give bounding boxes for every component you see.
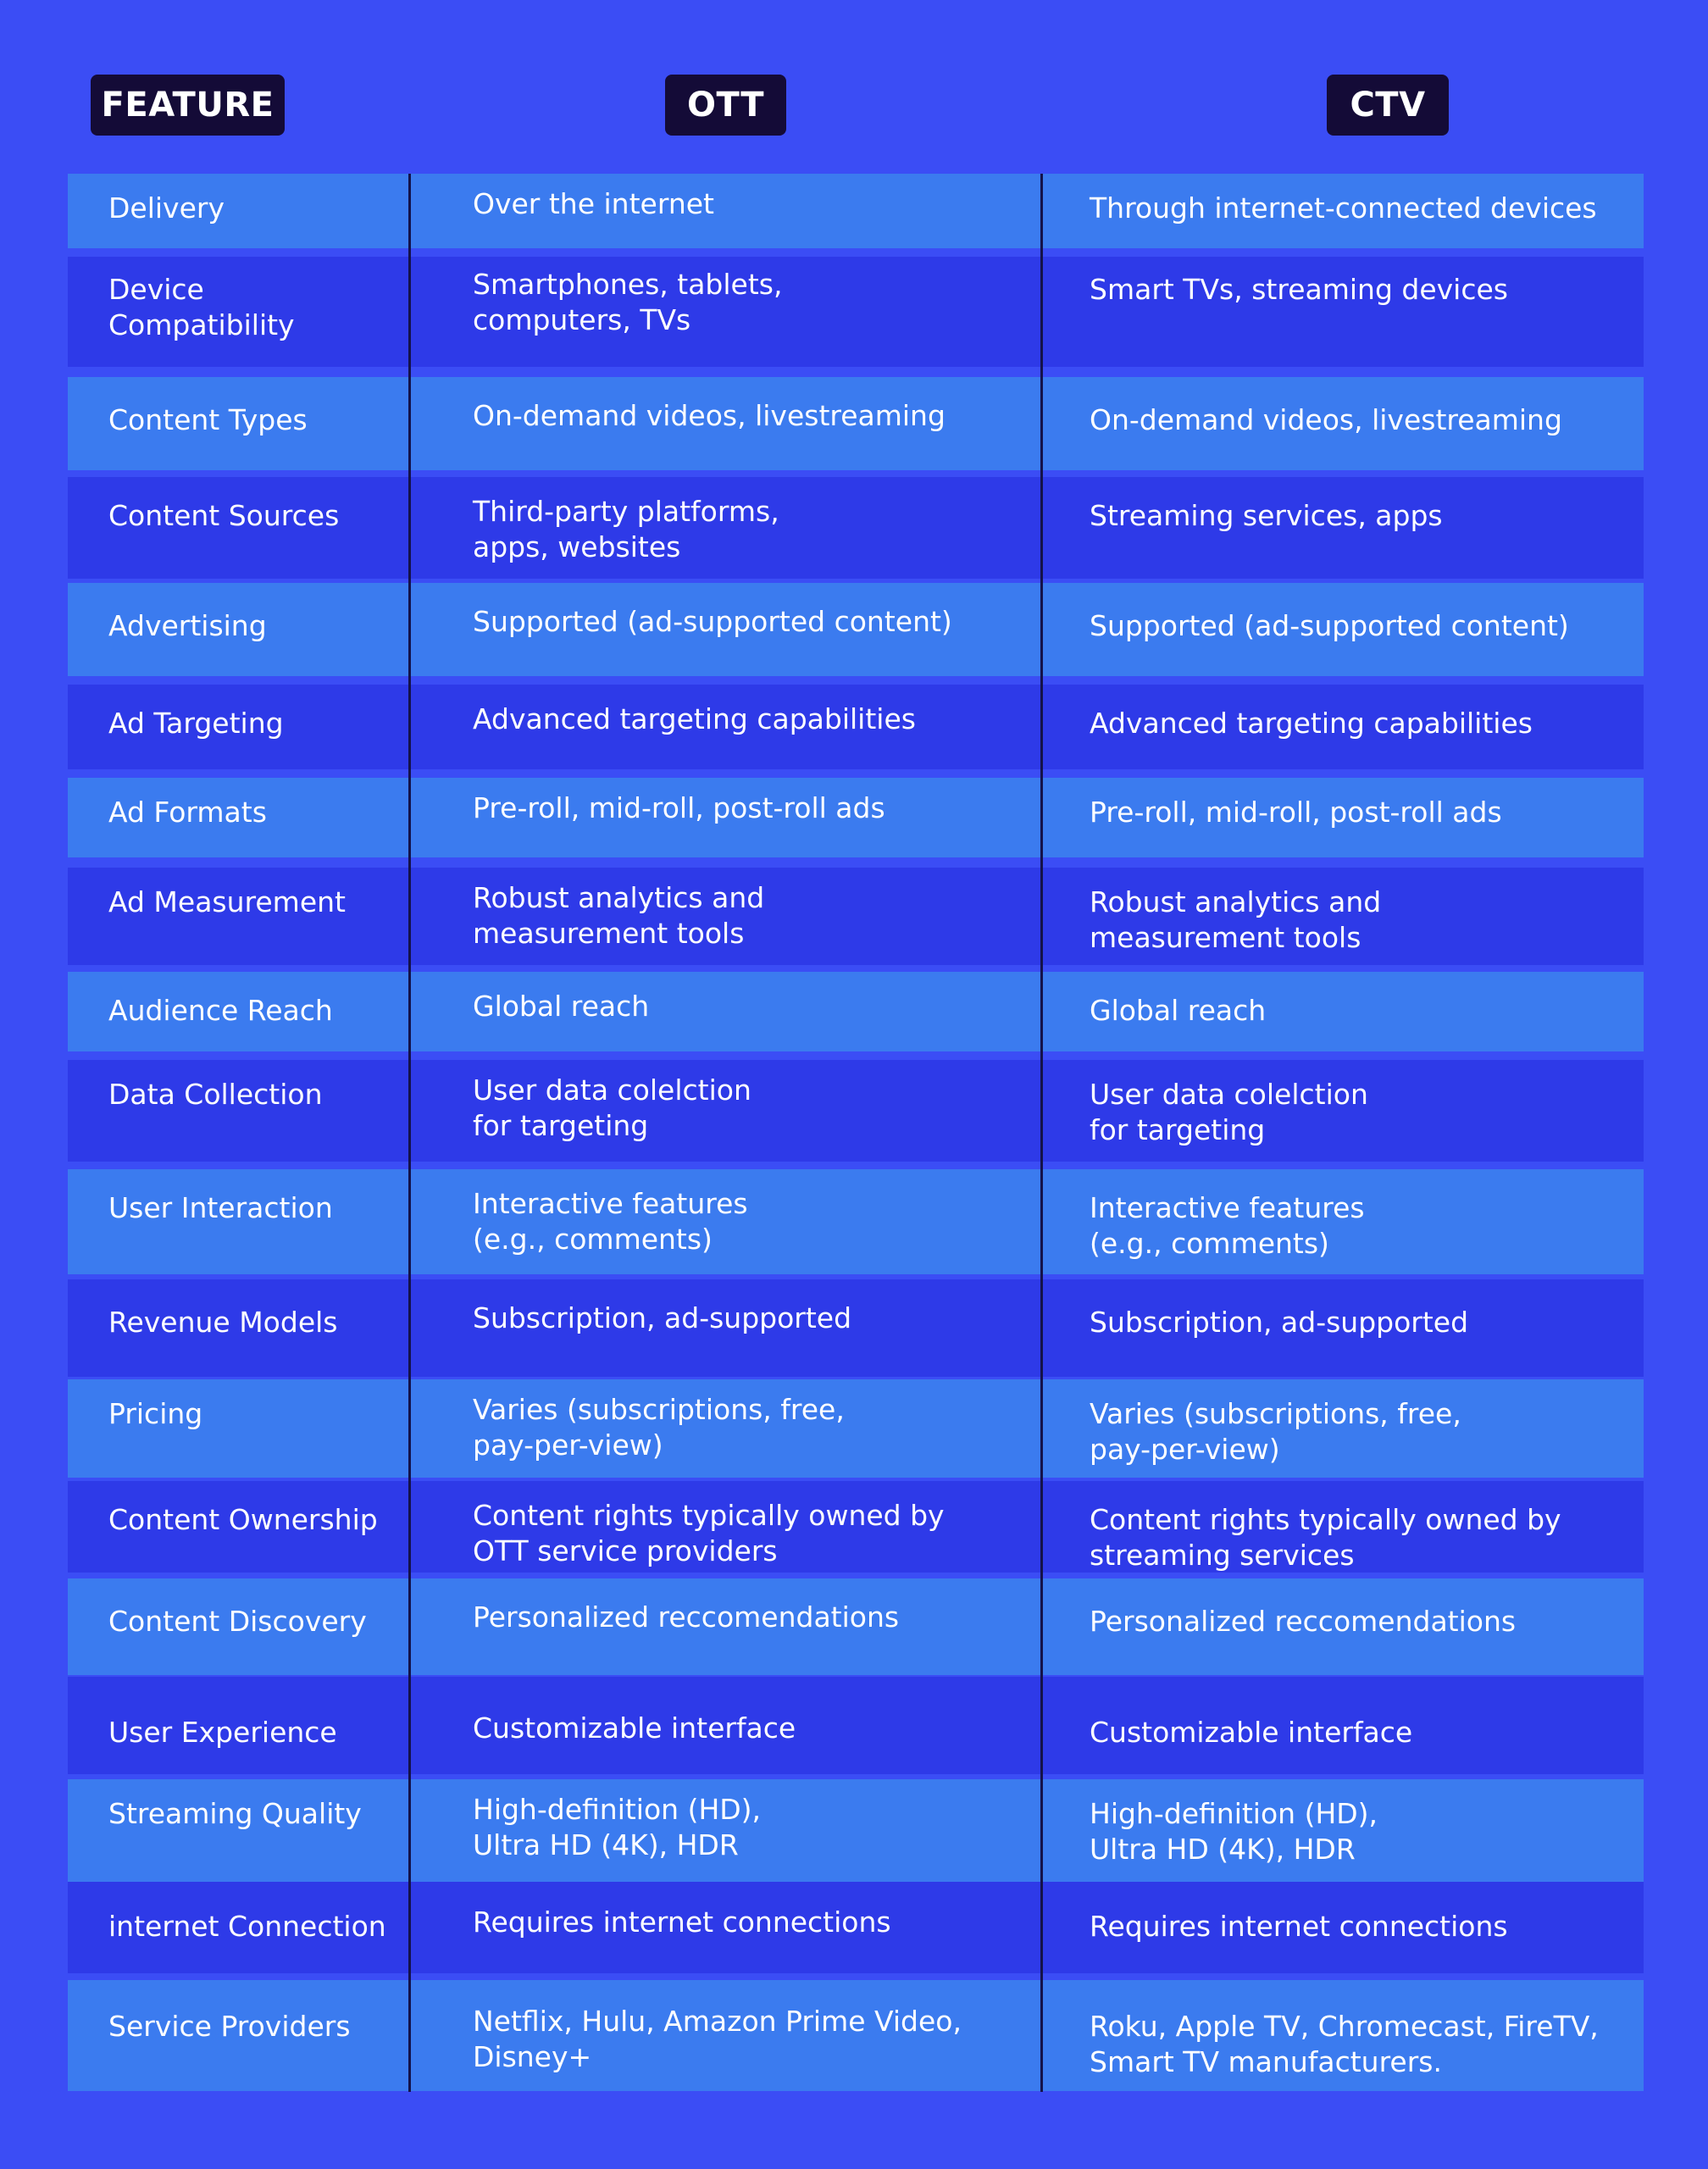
ott-cell: Content rights typically owned by OTT service providers — [473, 1499, 945, 1567]
table-row — [68, 868, 1644, 965]
table-row — [68, 685, 1644, 769]
ctv-cell: Interactive features (e.g., comments) — [1090, 1191, 1365, 1260]
table-row — [68, 778, 1644, 857]
ott-cell: Varies (subscriptions, free, pay-per-view) — [473, 1393, 845, 1462]
feature-cell: Data Collection — [108, 1078, 323, 1111]
table-row — [68, 1481, 1644, 1573]
ott-cell: User data colelction for targeting — [473, 1073, 751, 1142]
feature-cell: Audience Reach — [108, 994, 333, 1027]
feature-cell: Revenue Models — [108, 1306, 338, 1339]
ctv-cell: High-definition (HD), Ultra HD (4K), HDR — [1090, 1797, 1378, 1866]
ott-cell: Robust analytics and measurement tools — [473, 881, 765, 950]
table-row — [68, 1779, 1644, 1884]
ctv-cell: Supported (ad-supported content) — [1090, 609, 1569, 642]
column-divider — [408, 174, 411, 2092]
ctv-cell: Pre-roll, mid-roll, post-roll ads — [1090, 796, 1502, 829]
ctv-cell: On-demand videos, livestreaming — [1090, 403, 1562, 436]
table-row — [68, 477, 1644, 579]
feature-cell: internet Connection — [108, 1910, 386, 1943]
ctv-cell: Advanced targeting capabilities — [1090, 707, 1533, 740]
ott-cell: Third-party platforms, apps, websites — [473, 495, 779, 563]
table-row — [68, 1379, 1644, 1478]
ott-cell: Smartphones, tablets, computers, TVs — [473, 268, 783, 336]
table-row — [68, 1578, 1644, 1675]
header-ctv: CTV — [1327, 75, 1449, 136]
feature-cell: Advertising — [108, 609, 267, 642]
ctv-cell: Roku, Apple TV, Chromecast, FireTV, Smart TV manufacturers. — [1090, 2010, 1599, 2078]
table-row — [68, 1060, 1644, 1162]
feature-cell: User Experience — [108, 1716, 337, 1749]
table-row — [68, 377, 1644, 470]
header-feature: FEATURE — [91, 75, 285, 136]
feature-cell: Content Sources — [108, 499, 340, 532]
feature-cell: Device Compatibility — [108, 273, 295, 341]
ctv-cell: Streaming services, apps — [1090, 499, 1443, 532]
feature-cell: Delivery — [108, 191, 225, 225]
ctv-cell: Requires internet connections — [1090, 1910, 1508, 1943]
feature-cell: Ad Formats — [108, 796, 267, 829]
column-divider — [1040, 174, 1043, 2092]
ctv-cell: Smart TVs, streaming devices — [1090, 273, 1508, 306]
ott-cell: Netflix, Hulu, Amazon Prime Video, Disney+ — [473, 2005, 962, 2073]
ott-cell: Over the internet — [473, 187, 714, 220]
table-row — [68, 1882, 1644, 1973]
ott-cell: On-demand videos, livestreaming — [473, 399, 946, 432]
ctv-cell: Global reach — [1090, 994, 1267, 1027]
ctv-cell: Varies (subscriptions, free, pay-per-view) — [1090, 1397, 1461, 1466]
feature-cell: Pricing — [108, 1397, 203, 1430]
feature-cell: Ad Targeting — [108, 707, 284, 740]
feature-cell: Service Providers — [108, 2010, 351, 2043]
ott-cell: Global reach — [473, 990, 650, 1023]
ctv-cell: Personalized reccomendations — [1090, 1605, 1517, 1638]
feature-cell: User Interaction — [108, 1191, 333, 1224]
table-row — [68, 1980, 1644, 2091]
ctv-cell: Through internet-connected devices — [1090, 191, 1597, 225]
table-row — [68, 583, 1644, 676]
ott-cell: Requires internet connections — [473, 1906, 891, 1939]
ctv-cell: User data colelction for targeting — [1090, 1078, 1368, 1146]
ott-cell: Interactive features (e.g., comments) — [473, 1187, 748, 1256]
table-row — [68, 1279, 1644, 1377]
feature-cell: Streaming Quality — [108, 1797, 362, 1830]
table-row — [68, 1169, 1644, 1274]
table-row — [68, 972, 1644, 1051]
ott-cell: High-definition (HD), Ultra HD (4K), HDR — [473, 1793, 762, 1861]
ctv-cell: Subscription, ad-supported — [1090, 1306, 1469, 1339]
table-row — [68, 257, 1644, 367]
feature-cell: Content Ownership — [108, 1503, 378, 1536]
table-row — [68, 174, 1644, 248]
ott-cell: Supported (ad-supported content) — [473, 605, 952, 638]
ott-cell: Customizable interface — [473, 1711, 796, 1745]
ott-cell: Subscription, ad-supported — [473, 1301, 852, 1334]
feature-cell: Ad Measurement — [108, 885, 346, 918]
feature-cell: Content Types — [108, 403, 308, 436]
ctv-cell: Robust analytics and measurement tools — [1090, 885, 1382, 954]
header-ott: OTT — [665, 75, 786, 136]
ctv-cell: Content rights typically owned by streaming services — [1090, 1503, 1561, 1572]
ott-cell: Advanced targeting capabilities — [473, 702, 916, 735]
table-row — [68, 1677, 1644, 1774]
feature-cell: Content Discovery — [108, 1605, 367, 1638]
ott-cell: Pre-roll, mid-roll, post-roll ads — [473, 791, 885, 824]
ctv-cell: Customizable interface — [1090, 1716, 1413, 1749]
ott-cell: Personalized reccomendations — [473, 1600, 900, 1634]
